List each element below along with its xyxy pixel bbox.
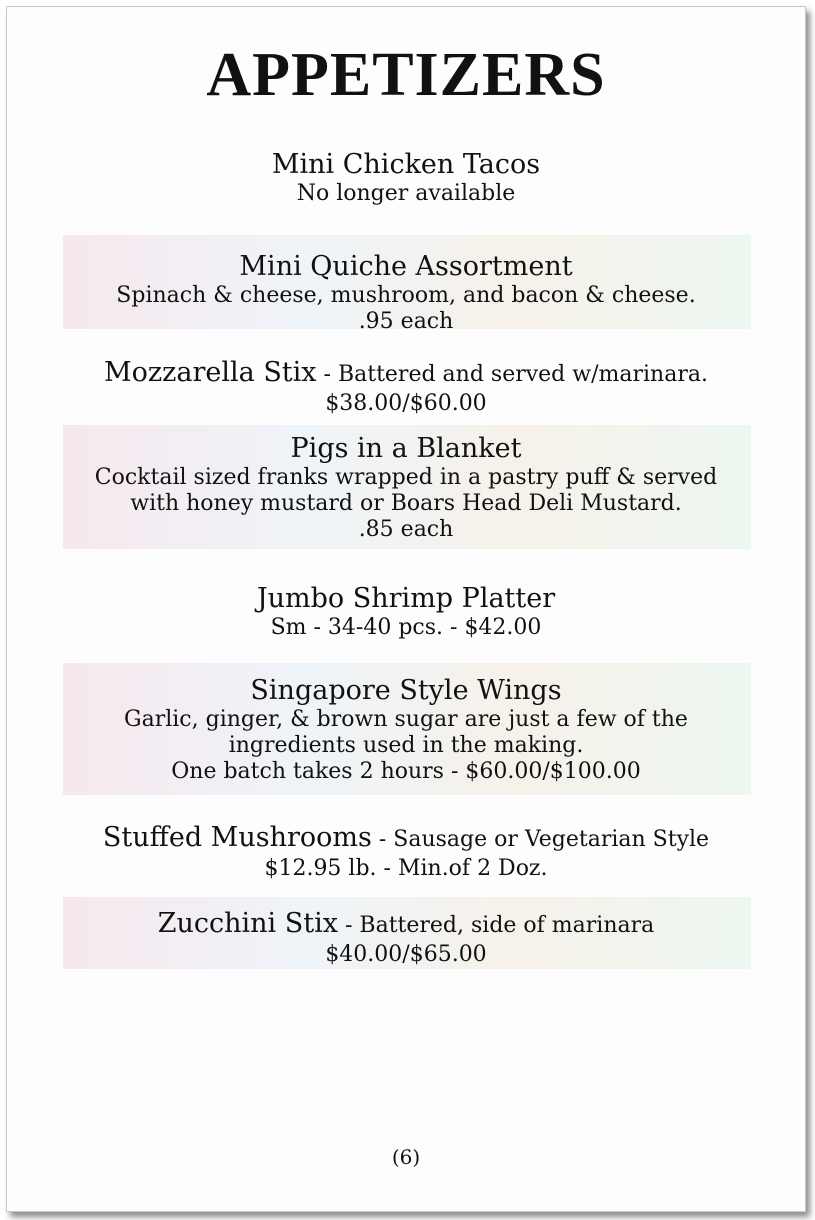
item-price: .85 each [358, 517, 454, 542]
menu-item-stuffed-mushrooms [7, 822, 805, 882]
item-inline-description: - Sausage or Vegetarian Style [371, 827, 710, 852]
page-number: (6) [391, 1145, 421, 1169]
item-heading [7, 822, 805, 856]
item-description: with honey mustard or Boars Head Deli Mustard. [130, 491, 682, 516]
item-price: Sm - 34-40 pcs. - $42.00 [270, 615, 542, 640]
item-price: .95 each [358, 309, 454, 334]
item-description: Garlic, ginger, & brown sugar are just a few of the [124, 707, 688, 732]
item-note: No longer available [296, 181, 516, 206]
item-description: Spinach & cheese, mushroom, and bacon & cheese. [116, 283, 696, 308]
item-price: One batch takes 2 hours - $60.00/$100.00 [171, 759, 641, 784]
menu-item-mozzarella-stix [7, 357, 805, 417]
item-price: $38.00/$60.00 [325, 391, 487, 416]
menu-item-mini-chicken-tacos [7, 149, 805, 207]
menu-page [6, 6, 806, 1212]
item-name: Singapore Style Wings [250, 675, 562, 706]
item-price: $40.00/$65.00 [325, 942, 487, 967]
item-name: Zucchini Stix [157, 908, 338, 939]
menu-item-jumbo-shrimp-platter [7, 583, 805, 641]
item-description: Cocktail sized franks wrapped in a pastry puff & served [94, 465, 718, 490]
item-description: ingredients used in the making. [228, 733, 584, 758]
menu-item-pigs-in-a-blanket [7, 433, 805, 543]
item-heading [7, 908, 805, 942]
item-heading [7, 357, 805, 391]
item-name: Jumbo Shrimp Platter [256, 583, 556, 614]
item-name: Pigs in a Blanket [290, 433, 522, 464]
menu-item-zucchini-stix [7, 908, 805, 968]
item-price: $12.95 lb. - Min.of 2 Doz. [264, 856, 548, 881]
page-title: APPETIZERS [206, 41, 606, 109]
item-inline-description: - Battered and served w/marinara. [316, 362, 708, 387]
item-name: Mini Quiche Assortment [239, 251, 573, 282]
item-name: Mini Chicken Tacos [271, 149, 541, 180]
item-inline-description: - Battered, side of marinara [337, 913, 655, 938]
menu-item-singapore-style-wings [7, 675, 805, 785]
item-name: Mozzarella Stix [104, 357, 317, 388]
item-name: Stuffed Mushrooms [102, 822, 372, 853]
menu-item-mini-quiche [7, 251, 805, 335]
